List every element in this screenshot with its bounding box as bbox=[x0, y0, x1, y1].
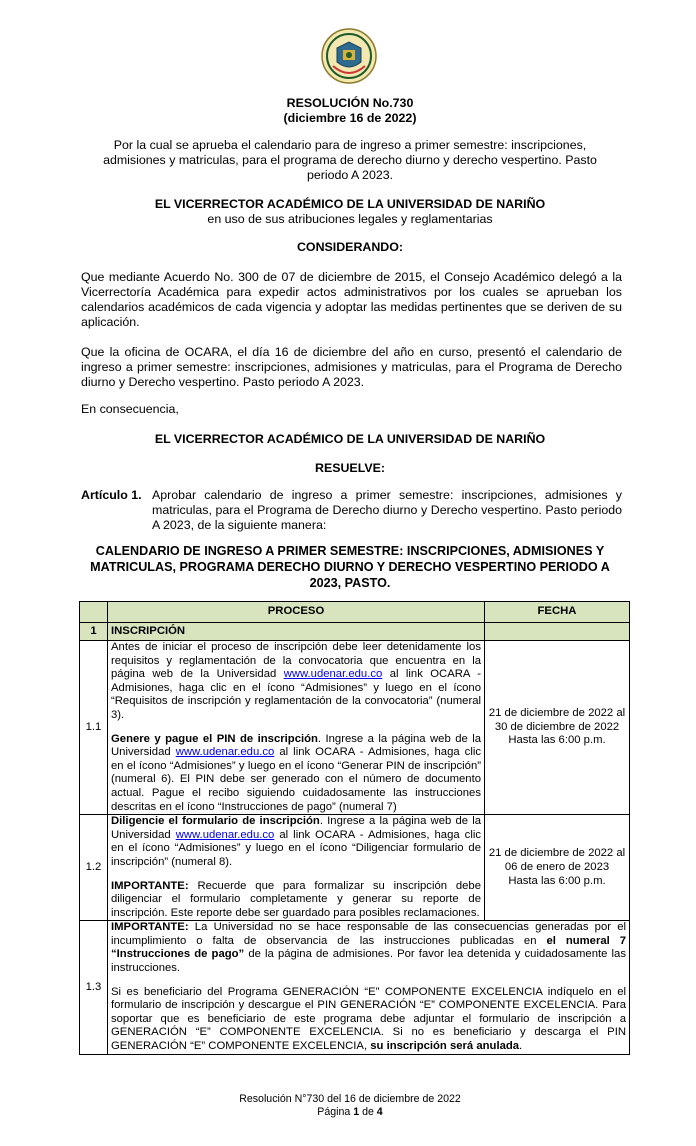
row-1-2-text-a2: al link OCARA - Admisiones, haga clic en el ícono “Admisiones” y luego en el ícono “Diligenciar formulario de inscripción” (numeral 8). bbox=[111, 828, 481, 868]
row-1-2-process bbox=[108, 815, 485, 921]
considerando-heading: CONSIDERANDO: bbox=[296, 240, 403, 254]
section-1-label: INSCRIPCIÓN bbox=[108, 623, 485, 641]
authority-name: EL VICERRECTOR ACADÉMICO DE LA UNIVERSIDAD DE NARIÑO bbox=[154, 197, 546, 211]
footer-page-number: 1 bbox=[353, 1106, 360, 1118]
footer-page-total: 4 bbox=[376, 1106, 383, 1118]
row-1-2-text-a1: . Ingrese a la página web de la Universidad bbox=[111, 815, 481, 841]
university-seal-icon bbox=[321, 28, 377, 84]
authority-block bbox=[80, 197, 620, 227]
udenar-link[interactable]: www.udenar.edu.co bbox=[283, 668, 383, 681]
footer-page bbox=[80, 1106, 620, 1119]
row-1-1-num: 1.1 bbox=[80, 641, 108, 815]
table-row-section-1 bbox=[80, 623, 630, 641]
spacer bbox=[111, 870, 481, 880]
calendar-table bbox=[79, 601, 630, 1055]
row-1-2-bold: Diligencie el formulario de inscripción bbox=[111, 815, 320, 828]
authority-powers: en uso de sus atribuciones legales y reglamentarias bbox=[207, 212, 493, 226]
calendar-title: CALENDARIO DE INGRESO A PRIMER SEMESTRE: INSCRIPCIONES, ADMISIONES Y MATRICULAS, PROGRAMA DERECHO DIURNO Y DERECHO VESPERTINO PERIODO A 2023, PASTO. bbox=[90, 544, 610, 590]
article-1-text: Aprobar calendario de ingreso a primer semestre: inscripciones, admisiones y matriculas, para el Programa de Derecho diurno y Derecho vespertino. Pasto periodo A 2023, de la siguiente manera: bbox=[152, 488, 622, 532]
row-1-1-date bbox=[485, 641, 630, 815]
row-1-2-date bbox=[485, 815, 630, 921]
row-1-1-process bbox=[108, 641, 485, 815]
row-1-2-text-b1: Recuerde que para formalizar su inscripción debe diligenciar el formulario completamente y generar su reporte de inscripción. Este reporte debe ser guardado para posibles reclamaciones. bbox=[111, 879, 481, 919]
resolution-date: (diciembre 16 de 2022) bbox=[283, 111, 417, 125]
row-1-1-bold: Genere y pague el PIN de inscripción bbox=[111, 732, 318, 745]
authority-name-2: EL VICERRECTOR ACADÉMICO DE LA UNIVERSIDAD DE NARIÑO bbox=[154, 432, 546, 446]
resolution-title: RESOLUCIÓN No.730 bbox=[286, 96, 414, 110]
table-row-1-1 bbox=[80, 641, 630, 815]
row-1-3-text-b1: Si es beneficiario del Programa GENERACIÓN “E” COMPONENTE EXCELENCIA indíquelo en el formulario de inscripción y descargue el PIN GENERACIÓN “E” COMPONENTE EXCELENCIA. Para soportar que es beneficiario de este programa debe adjuntar el formulario de inscripción a GENERACIÓN “E” COMPONENTE EXCELENCIA. Si no es beneficiario y descarga el PIN GENERACIÓN “E” COMPONENTE EXCELENCIA, bbox=[111, 985, 626, 1053]
row-1-2-num: 1.2 bbox=[80, 815, 108, 921]
header-process: PROCESO bbox=[108, 602, 485, 623]
header-date: FECHA bbox=[485, 602, 630, 623]
spacer bbox=[111, 976, 626, 986]
section-1-empty bbox=[485, 623, 630, 641]
section-1-num: 1 bbox=[80, 623, 108, 641]
row-1-1-text-b1: . Ingrese a la página web de la Universidad bbox=[111, 732, 482, 759]
row-1-3-text-a2: de la página de admisiones. Por favor lea detenida y cuidadosamente las instrucciones. bbox=[111, 948, 626, 975]
table-row-1-2 bbox=[80, 815, 630, 921]
row-1-3-text-a1: La Universidad no se hace responsable de las consecuencias generadas por el incumplimiento o falta de observancia de las instrucciones publicadas en bbox=[111, 921, 626, 947]
udenar-link[interactable]: www.udenar.edu.co bbox=[175, 746, 275, 759]
row-1-3-text-b2: . bbox=[519, 1040, 523, 1053]
spacer bbox=[111, 723, 481, 733]
footer-page-word: Página bbox=[317, 1106, 354, 1118]
consequence-paragraph: En consecuencia, bbox=[81, 402, 179, 416]
row-1-3-process bbox=[108, 921, 630, 1054]
row-1-1-text-a2: al link OCARA - Admisiones, haga clic en el ícono “Admisiones” y luego en el ícono “Requisitos de inscripción y reglamentación de la convocatoria” (numeral 3). bbox=[111, 668, 481, 721]
header-num-cell bbox=[80, 602, 108, 623]
page-footer bbox=[80, 1093, 620, 1119]
row-1-2-important: IMPORTANTE: bbox=[111, 879, 189, 892]
article-1-label: Artículo 1. bbox=[81, 488, 142, 502]
row-1-2-time: Hasta las 6:00 p.m. bbox=[508, 874, 606, 887]
resolution-summary: Por la cual se aprueba el calendario para de ingreso a primer semestre: inscripciones, admisiones y matriculas, para el programa de derecho diurno y derecho vespertino. Pasto periodo A 2023. bbox=[103, 138, 597, 182]
row-1-1-time: Hasta las 6:00 p.m. bbox=[508, 734, 606, 747]
row-1-3-bold-numeral: el numeral 7 “Instrucciones de pago” bbox=[111, 934, 626, 961]
resolution-heading bbox=[80, 96, 620, 126]
row-1-3-num: 1.3 bbox=[80, 921, 108, 1054]
row-1-3-important: IMPORTANTE: bbox=[111, 921, 189, 934]
row-1-2-date-range: 21 de diciembre de 2022 al 06 de enero de 2023 bbox=[488, 847, 626, 873]
considering-paragraph-2: Que la oficina de OCARA, el día 16 de diciembre del año en curso, presentó el calendario de ingreso a primer semestre: inscripciones, admisiones y matriculas, para el Programa de Derecho diurno y Derecho vespertino. Pasto periodo A 2023. bbox=[81, 345, 622, 389]
footer-resolution: Resolución N°730 del 16 de diciembre de 2022 bbox=[239, 1093, 461, 1105]
row-1-1-text-b2: al link OCARA - Admisiones, haga clic en el ícono “Admisiones” y luego en el ícono “Generar PIN de inscripción” (numeral 6). El PIN debe ser generado con el número de documento actual. Pague el recibo siguiendo cuidadosamente las instrucciones descritas en el ícono “Instrucciones de pago” (numeral 7) bbox=[111, 746, 481, 813]
resuelve-heading: RESUELVE: bbox=[315, 461, 385, 475]
considering-paragraph-1: Que mediante Acuerdo No. 300 de 07 de diciembre de 2015, el Consejo Académico delegó a la Vicerrectoría Académica para expedir actos administrativos por los cuales se aprueban los calendarios académicos de cada vigencia y adoptar las medidas pertinentes que se deriven de su aplicación. bbox=[81, 270, 622, 329]
footer-page-of: de bbox=[359, 1106, 377, 1118]
row-1-1-text-a1: Antes de iniciar el proceso de inscripción debe leer detenidamente los requisitos y reglamentación de la convocatoria que encuentra en la página web de la Universidad bbox=[111, 641, 481, 681]
udenar-link[interactable]: www.udenar.edu.co bbox=[175, 828, 275, 841]
table-header-row bbox=[80, 602, 630, 623]
row-1-3-bold-annul: su inscripción será anulada bbox=[370, 1040, 520, 1053]
table-row-1-3 bbox=[80, 921, 630, 1054]
row-1-1-date-range: 21 de diciembre de 2022 al 30 de diciembre de 2022 bbox=[488, 707, 626, 733]
